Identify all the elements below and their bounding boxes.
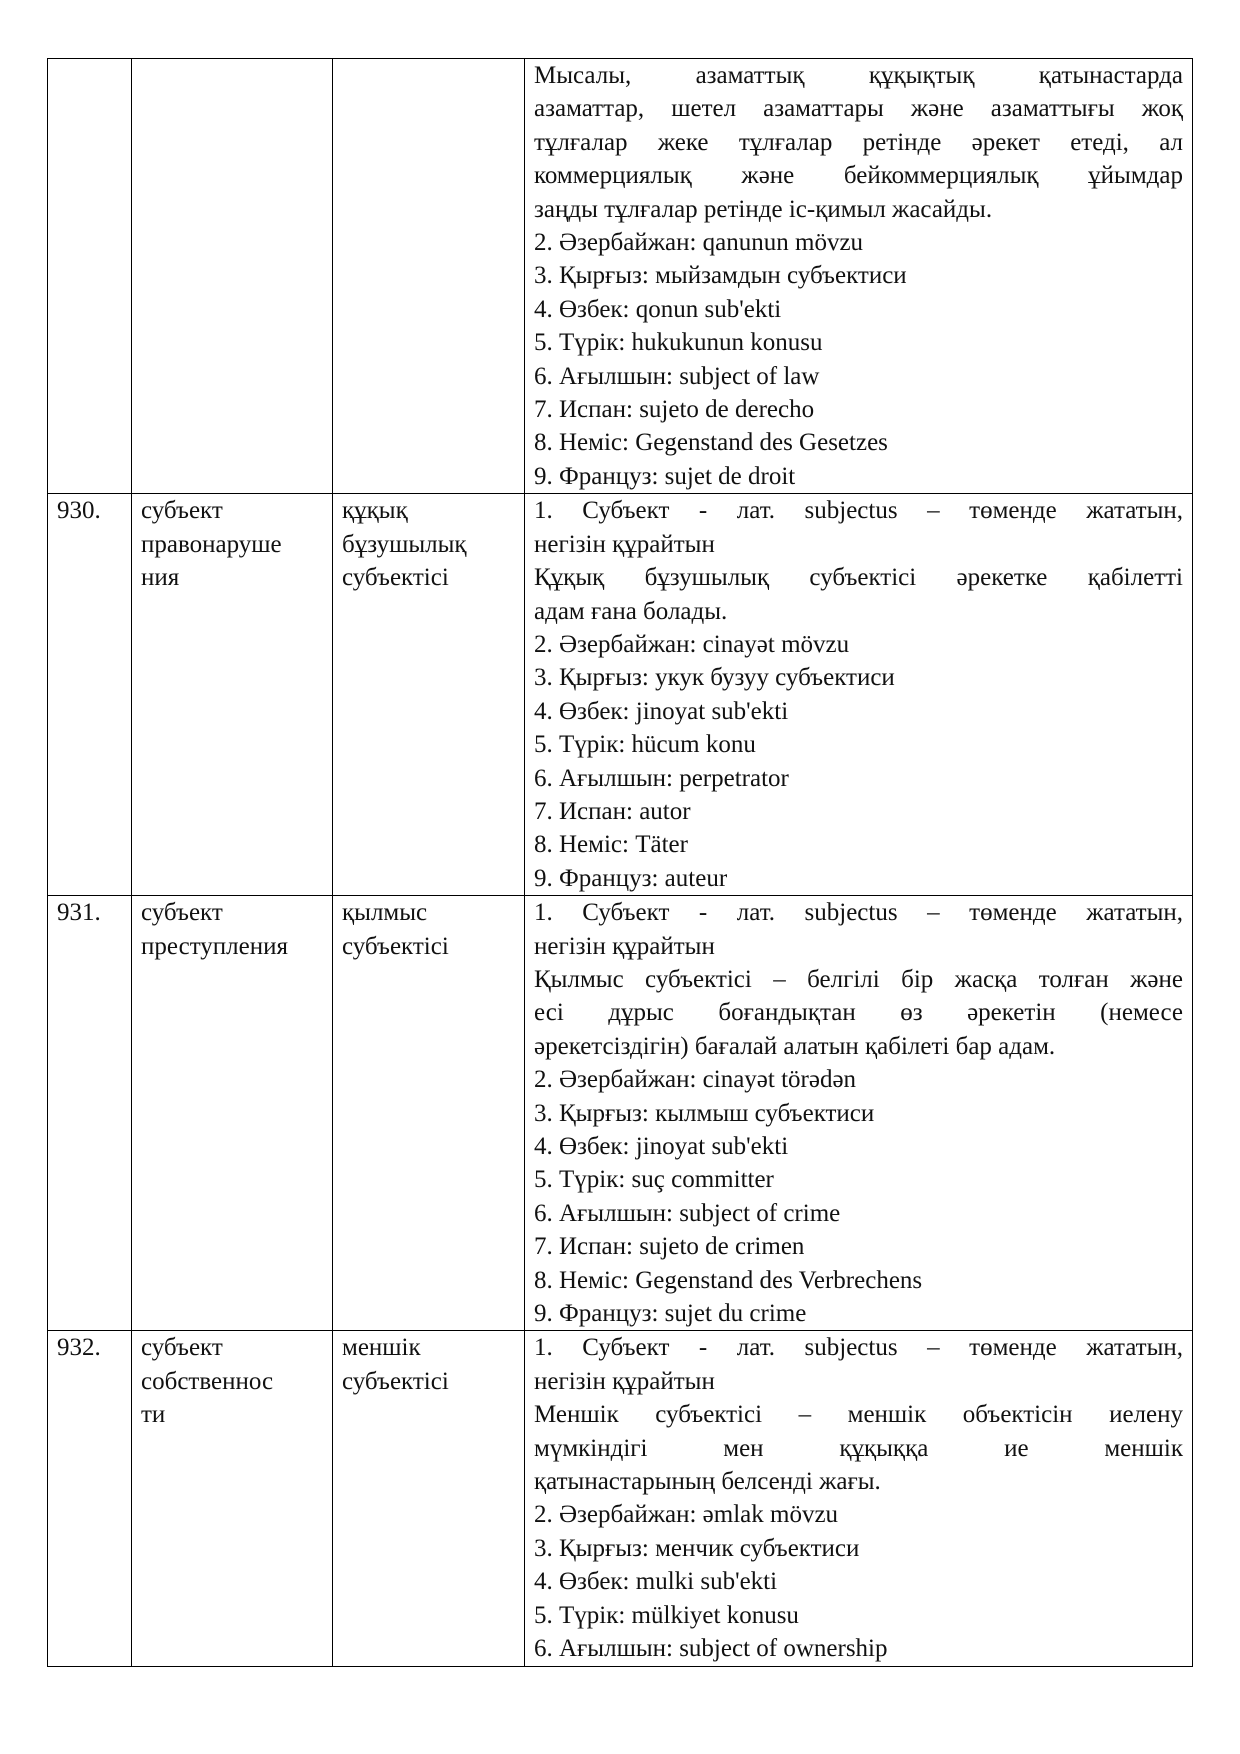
definition-line: негізін құрайтын <box>534 530 715 558</box>
table-row <box>48 896 1193 1331</box>
definition-line: Меншік субъектісі – меншік объектісін иелену <box>534 1401 1183 1429</box>
table-row <box>48 1331 1193 1666</box>
term-kazakh-cell <box>333 59 525 494</box>
definition-line: 1. Субъект - лат. subjectus – төменде жататын, <box>534 1334 1183 1362</box>
term-russian-line: правонаруше <box>141 530 282 558</box>
definition-line: 1. Субъект - лат. subjectus – төменде жататын, <box>534 497 1183 525</box>
definition-line: есі дұрыс боғандықтан өз әрекетін (немесе <box>534 999 1183 1027</box>
term-russian-cell <box>132 494 333 896</box>
definition-line: 6. Ағылшын: perpetrator <box>534 764 789 792</box>
definition-line: 2. Әзербайжан: qanunun mövzu <box>534 229 864 257</box>
glossary-table <box>47 58 1193 1667</box>
entry-number-cell <box>48 896 132 1331</box>
definition-line: 4. Өзбек: mulki sub'ekti <box>534 1568 778 1596</box>
entry-number: 932. <box>57 1334 101 1362</box>
document-page <box>47 58 1192 1667</box>
definition-line: 2. Әзербайжан: əmlak mövzu <box>534 1501 839 1529</box>
definition-line: Мысалы, азаматтық құқықтық қатынастарда <box>534 62 1183 89</box>
definition-line: әрекетсіздігін) бағалай алатын қабілеті бар адам. <box>534 1032 1056 1060</box>
table-row <box>48 59 1193 494</box>
definition-cell <box>525 494 1193 896</box>
definition-cell <box>525 59 1193 494</box>
term-kazakh-line: субъектісі <box>342 564 449 592</box>
definition-line: негізін құрайтын <box>534 1367 715 1395</box>
definition-line: 8. Неміс: Täter <box>534 831 688 859</box>
definition-line: 3. Қырғыз: мыйзамдын субъектиси <box>534 262 907 290</box>
definition-line: 4. Өзбек: jinoyat sub'ekti <box>534 1133 789 1160</box>
term-kazakh-line: субъектісі <box>342 1367 449 1395</box>
term-kazakh-line: субъектісі <box>342 932 449 960</box>
definition-line: Қылмыс субъектісі – белгілі бір жасқа толған және <box>534 965 1183 993</box>
definition-line: коммерциялық және бейкоммерциялық ұйымдар <box>534 162 1183 190</box>
term-russian-line: ти <box>141 1401 166 1429</box>
term-russian-cell <box>132 59 333 494</box>
term-russian-line: субъект <box>141 1334 223 1362</box>
definition-line: 7. Испан: sujeto de derecho <box>534 396 815 424</box>
definition-line: тұлғалар жеке тұлғалар ретінде әрекет етеді, ал <box>534 128 1183 156</box>
entry-number-cell <box>48 59 132 494</box>
definition-line: 7. Испан: sujeto de crimen <box>534 1233 805 1261</box>
definition-line: 3. Қырғыз: укук бузуу субъектиси <box>534 664 895 692</box>
definition-cell <box>525 1331 1193 1666</box>
table-row <box>48 494 1193 896</box>
definition-line: 5. Түрік: hukukunun konusu <box>534 329 823 357</box>
entry-number-cell <box>48 1331 132 1666</box>
definition-line: 4. Өзбек: qonun sub'ekti <box>534 295 782 323</box>
definition-line: Құқық бұзушылық субъектісі әрекетке қабілетті <box>534 564 1183 592</box>
definition-line: 3. Қырғыз: менчик субъектиси <box>534 1534 860 1562</box>
definition-line: 3. Қырғыз: кылмыш субъектиси <box>534 1099 875 1127</box>
definition-line: мүмкіндігі мен құқыққа ие меншік <box>534 1434 1183 1462</box>
definition-line: 5. Түрік: mülkiyet konusu <box>534 1601 799 1629</box>
definition-line: 9. Француз: auteur <box>534 864 728 892</box>
entry-number: 930. <box>57 497 101 525</box>
term-russian-line: собственнос <box>141 1367 274 1395</box>
term-kazakh-cell <box>333 896 525 1331</box>
definition-line: 8. Неміс: Gegenstand des Gesetzes <box>534 429 888 457</box>
definition-line: 6. Ағылшын: subject of crime <box>534 1199 841 1227</box>
term-kazakh-cell <box>333 494 525 896</box>
glossary-table-body <box>48 59 1193 1667</box>
definition-line: заңды тұлғалар ретінде іс-қимыл жасайды. <box>534 195 993 223</box>
term-russian-line: субъект <box>141 497 223 525</box>
term-russian-line: преступления <box>141 932 288 960</box>
term-russian-line: субъект <box>141 899 223 927</box>
definition-line: 2. Әзербайжан: cinayət mövzu <box>534 630 850 658</box>
definition-line: 7. Испан: autor <box>534 797 691 825</box>
term-kazakh-cell <box>333 1331 525 1666</box>
definition-line: 6. Ағылшын: subject of ownership <box>534 1635 888 1663</box>
definition-line: қатынастарының белсенді жағы. <box>534 1468 881 1496</box>
definition-cell <box>525 896 1193 1331</box>
entry-number-cell <box>48 494 132 896</box>
definition-line: 4. Өзбек: jinoyat sub'ekti <box>534 697 789 725</box>
definition-line: 9. Француз: sujet du crime <box>534 1300 807 1328</box>
definition-line: 9. Француз: sujet de droit <box>534 462 796 490</box>
definition-line: 1. Субъект - лат. subjectus – төменде жататын, <box>534 899 1183 927</box>
term-kazakh-line: бұзушылық <box>342 530 467 558</box>
term-kazakh-line: меншік <box>342 1334 421 1362</box>
definition-line: 2. Әзербайжан: cinayət törədən <box>534 1066 857 1094</box>
definition-line: негізін құрайтын <box>534 932 715 960</box>
term-kazakh-line: құқық <box>342 497 408 525</box>
definition-line: азаматтар, шетел азаматтары және азаматтығы жоқ <box>534 95 1183 123</box>
definition-line: адам ғана болады. <box>534 597 728 625</box>
definition-line: 6. Ағылшын: subject of law <box>534 362 820 390</box>
term-kazakh-line: қылмыс <box>342 899 428 927</box>
term-russian-cell <box>132 896 333 1331</box>
definition-line: 5. Түрік: hücum konu <box>534 731 756 759</box>
entry-number: 931. <box>57 899 101 927</box>
definition-line: 5. Түрік: suç committer <box>534 1166 774 1194</box>
definition-line: 8. Неміс: Gegenstand des Verbrechens <box>534 1266 923 1294</box>
term-russian-cell <box>132 1331 333 1666</box>
term-russian-line: ния <box>141 564 180 592</box>
